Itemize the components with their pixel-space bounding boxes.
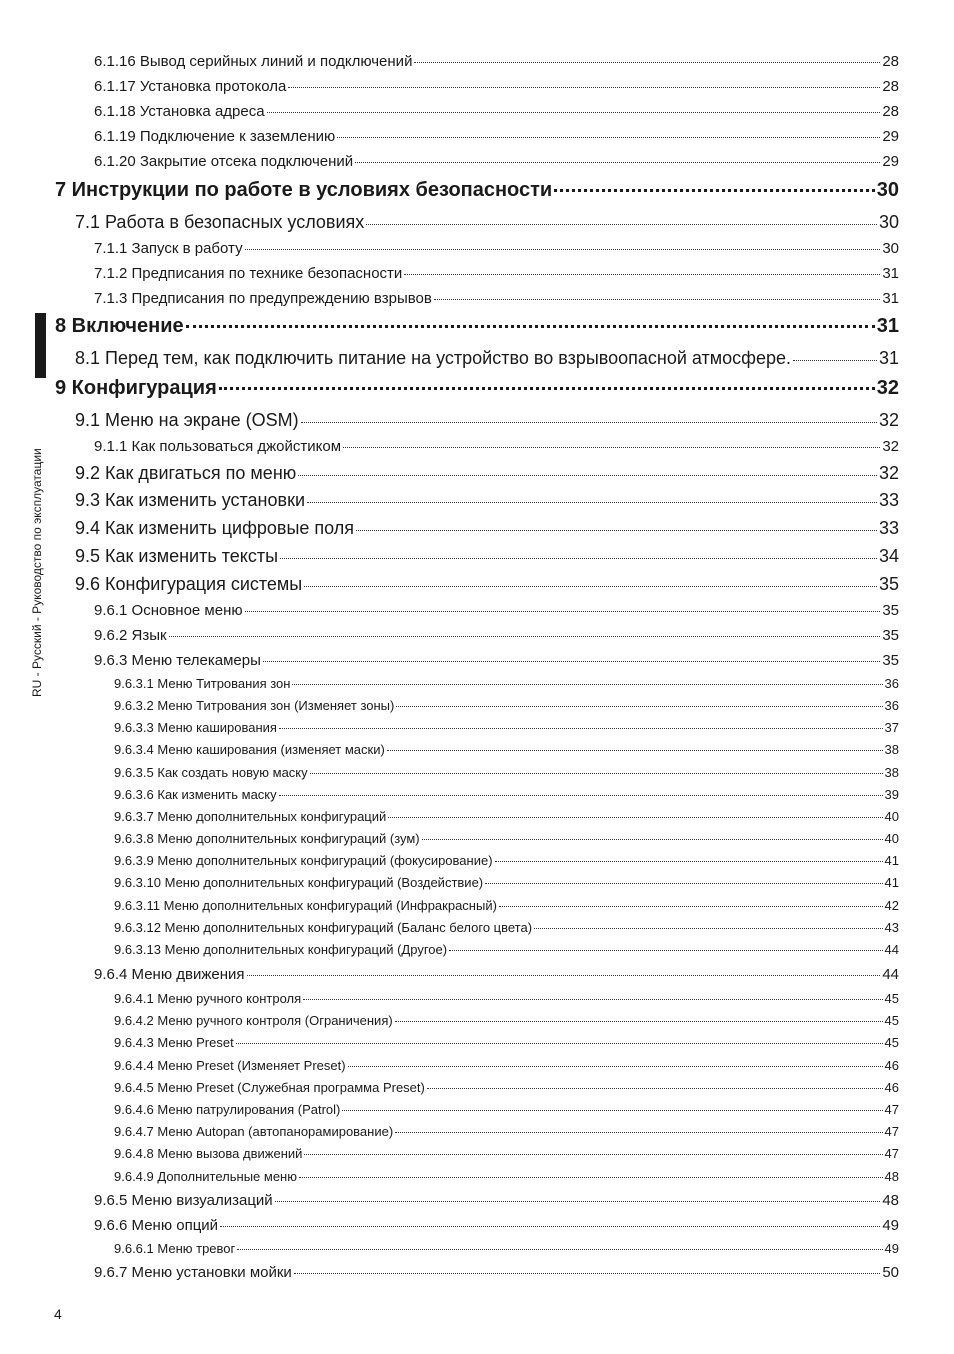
toc-entry-title: 9.6.3.1 Меню Титрования зон	[114, 676, 291, 691]
toc-entry[interactable]	[0, 1058, 899, 1073]
dot-leader	[310, 773, 883, 774]
toc-entry-title: 9.6.4.9 Дополнительные меню	[114, 1169, 297, 1184]
toc-entry-title: 9.6.4.3 Меню Preset	[114, 1035, 234, 1050]
dot-leader	[275, 1201, 881, 1202]
dot-leader	[298, 475, 877, 476]
toc-entry-title: 9.6.5 Меню визуализаций	[94, 1192, 273, 1209]
toc-entry-page: 49	[884, 1241, 899, 1256]
dot-leader	[280, 558, 877, 559]
toc-entry[interactable]	[0, 410, 899, 431]
side-label: RU - Русский - Руководство по эксплуатации	[30, 448, 44, 697]
toc-entry[interactable]	[0, 128, 899, 145]
toc-entry-title: 9.6 Конфигурация системы	[75, 574, 303, 594]
dot-leader	[279, 728, 883, 729]
toc-entry-title: 9.3 Как изменить установки	[75, 490, 306, 510]
dot-leader	[304, 1154, 882, 1155]
toc-entry-title: 9.6.6 Меню опций	[94, 1217, 219, 1234]
toc-entry[interactable]	[0, 942, 899, 957]
dot-leader	[495, 861, 883, 862]
toc-entry-title: 7 Инструкции по работе в условиях безопасности	[55, 179, 553, 201]
toc-entry-title: 9.6.4.4 Меню Preset (Изменяет Preset)	[114, 1058, 346, 1073]
toc-entry-page: 44	[884, 942, 899, 957]
toc-entry-title: 9.6.3.10 Меню дополнительных конфигураций (Воздействие)	[114, 875, 484, 890]
toc-entry[interactable]	[0, 627, 899, 644]
toc-entry-page: 42	[884, 898, 899, 913]
toc-entry[interactable]	[0, 898, 899, 913]
dot-leader	[387, 750, 883, 751]
dot-leader	[348, 1066, 883, 1067]
dot-leader	[169, 636, 881, 637]
toc-entry-title: 9.4 Как изменить цифровые поля	[75, 518, 355, 538]
toc-entry-page: 31	[882, 265, 899, 282]
toc-entry-title: 9.6.4.7 Меню Autopan (автопанорамирование)	[114, 1124, 394, 1139]
toc-entry-title: 9.6.4.2 Меню ручного контроля (Ограничения)	[114, 1013, 393, 1028]
toc-entry-title: 9.1.1 Как пользоваться джойстиком	[94, 438, 342, 455]
toc-entry-page: 47	[884, 1124, 899, 1139]
toc-entry-page: 45	[884, 1013, 899, 1028]
toc-entry-title: 6.1.19 Подключение к заземлению	[94, 128, 336, 145]
toc-entry-title: 9.6.3.7 Меню дополнительных конфигураций	[114, 809, 387, 824]
toc-entry[interactable]	[0, 53, 899, 70]
toc-entry-title: 9.6.6.1 Меню тревог	[114, 1241, 236, 1256]
toc-entry[interactable]	[0, 698, 899, 713]
toc-entry-title: 9.6.3.9 Меню дополнительных конфигураций (фокусирование)	[114, 853, 493, 868]
toc-entry-title: 8 Включение	[55, 315, 184, 337]
toc-entry-page: 50	[882, 1264, 899, 1281]
toc-entry-title: 7.1 Работа в безопасных условиях	[75, 212, 365, 232]
toc-entry[interactable]	[0, 1192, 899, 1209]
toc-entry[interactable]	[0, 809, 899, 824]
toc-entry[interactable]	[0, 315, 899, 338]
toc-entry-title: 9.5 Как изменить тексты	[75, 546, 279, 566]
toc-entry[interactable]	[0, 348, 899, 369]
toc-entry-page: 38	[884, 742, 899, 757]
toc-entry-page: 43	[884, 920, 899, 935]
toc-entry-page: 49	[882, 1217, 899, 1234]
toc-entry-page: 33	[878, 490, 899, 510]
toc-entry[interactable]	[0, 720, 899, 735]
dot-leader	[245, 249, 881, 250]
dot-leader	[499, 906, 883, 907]
toc-entry-page: 47	[884, 1146, 899, 1161]
toc-entry[interactable]	[0, 153, 899, 170]
dot-leader	[422, 839, 883, 840]
toc-entry[interactable]	[0, 1080, 899, 1095]
toc-entry-page: 48	[884, 1169, 899, 1184]
toc-entry[interactable]	[0, 377, 899, 400]
toc-entry[interactable]	[0, 240, 899, 257]
toc-entry-page: 30	[882, 240, 899, 257]
dot-leader	[237, 1249, 882, 1250]
toc-entry-title: 6.1.20 Закрытие отсека подключений	[94, 153, 354, 170]
dot-leader	[449, 950, 882, 951]
toc-entry-title: 9.6.2 Язык	[94, 627, 167, 644]
toc-entry[interactable]	[0, 265, 899, 282]
toc-entry-title: 9.6.3.2 Меню Титрования зон (Изменяет зоны)	[114, 698, 395, 713]
toc-entry[interactable]	[0, 676, 899, 691]
toc-entry[interactable]	[0, 742, 899, 757]
dot-leader	[299, 1177, 883, 1178]
dot-leader	[186, 325, 875, 328]
toc-entry-page: 48	[882, 1192, 899, 1209]
toc-entry[interactable]	[0, 787, 899, 802]
toc-entry[interactable]	[0, 831, 899, 846]
toc-entry-page: 40	[884, 831, 899, 846]
toc-entry-page: 34	[878, 546, 899, 566]
toc-entry-page: 44	[882, 966, 899, 983]
toc-entry-title: 7.1.2 Предписания по технике безопасности	[94, 265, 403, 282]
dot-leader	[219, 387, 875, 390]
page-number: 4	[54, 1306, 62, 1322]
toc-entry[interactable]	[0, 78, 899, 95]
toc-entry-page: 32	[882, 438, 899, 455]
dot-leader	[245, 611, 881, 612]
toc-entry[interactable]	[0, 1035, 899, 1050]
toc-entry-page: 45	[884, 1035, 899, 1050]
toc-entry[interactable]	[0, 490, 899, 511]
dot-leader	[356, 530, 877, 531]
toc-entry-title: 9.6.4 Меню движения	[94, 966, 245, 983]
toc-entry-page: 30	[876, 179, 899, 201]
toc-entry-title: 9.6.4.5 Меню Preset (Служебная программа Preset)	[114, 1080, 425, 1095]
toc-entry-page: 28	[882, 78, 899, 95]
dot-leader	[342, 1110, 882, 1111]
toc-entry-page: 32	[878, 410, 899, 430]
toc-entry-title: 7.1.1 Запуск в работу	[94, 240, 243, 257]
toc-entry-page: 40	[884, 809, 899, 824]
toc-entry[interactable]	[0, 602, 899, 619]
toc-entry-page: 31	[878, 348, 899, 368]
toc-entry[interactable]	[0, 438, 899, 455]
dot-leader	[292, 684, 882, 685]
toc-entry[interactable]	[0, 875, 899, 890]
toc-entry[interactable]	[0, 518, 899, 539]
toc-entry-title: 9.1 Меню на экране (OSM)	[75, 410, 299, 430]
toc-entry[interactable]	[0, 463, 899, 484]
dot-leader	[554, 189, 875, 192]
dot-leader	[396, 706, 882, 707]
toc-entry-page: 47	[884, 1102, 899, 1117]
toc-entry[interactable]	[0, 1146, 899, 1161]
toc-entry-page: 29	[882, 153, 899, 170]
toc-entry-page: 45	[884, 991, 899, 1006]
dot-leader	[395, 1132, 882, 1133]
dot-leader	[307, 502, 877, 503]
toc-entry-page: 37	[884, 720, 899, 735]
toc-entry-page: 39	[884, 787, 899, 802]
toc-entry-page: 28	[882, 53, 899, 70]
toc-entry-title: 9.6.3.11 Меню дополнительных конфигураций (Инфракрасный)	[114, 898, 497, 913]
toc-entry-title: 9.2 Как двигаться по меню	[75, 463, 297, 483]
toc-entry-title: 9.6.3 Меню телекамеры	[94, 652, 261, 669]
toc-entry-page: 35	[878, 574, 899, 594]
toc-entry-page: 36	[884, 698, 899, 713]
toc-entry-title: 9.6.3.3 Меню каширования	[114, 720, 277, 735]
toc-entry-title: 9.6.7 Меню установки мойки	[94, 1264, 292, 1281]
dot-leader	[304, 586, 877, 587]
dot-leader	[279, 795, 883, 796]
toc-entry-page: 46	[884, 1058, 899, 1073]
toc-entry[interactable]	[0, 290, 899, 307]
toc-entry[interactable]	[0, 1102, 899, 1117]
toc-entry-page: 28	[882, 103, 899, 120]
toc-entry-page: 33	[878, 518, 899, 538]
dot-leader	[366, 224, 877, 225]
toc-entry[interactable]	[0, 546, 899, 567]
toc-entry-page: 32	[878, 463, 899, 483]
toc-entry-page: 41	[884, 853, 899, 868]
dot-leader	[427, 1088, 883, 1089]
toc-entry-title: 9.6.4.1 Меню ручного контроля	[114, 991, 302, 1006]
toc-entry[interactable]	[0, 853, 899, 868]
dot-leader	[267, 112, 881, 113]
toc-entry[interactable]	[0, 966, 899, 983]
toc-entry-page: 35	[882, 602, 899, 619]
toc-entry-page: 31	[882, 290, 899, 307]
toc-entry-title: 9.6.3.6 Как изменить маску	[114, 787, 277, 802]
toc-entry-page: 35	[882, 627, 899, 644]
toc-entry[interactable]	[0, 1264, 899, 1281]
toc-entry[interactable]	[0, 103, 899, 120]
dot-leader	[301, 422, 877, 423]
toc-entry[interactable]	[0, 212, 899, 233]
toc-entry-title: 9.6.4.8 Меню вызова движений	[114, 1146, 303, 1161]
toc-entry-page: 32	[876, 377, 899, 399]
dot-leader	[414, 62, 880, 63]
toc-entry-page: 30	[878, 212, 899, 232]
toc-entry-title: 7.1.3 Предписания по предупреждению взрывов	[94, 290, 432, 307]
toc-entry-title: 6.1.18 Установка адреса	[94, 103, 265, 120]
dot-leader	[434, 299, 880, 300]
toc-entry-title: 9.6.3.8 Меню дополнительных конфигураций (зум)	[114, 831, 420, 846]
dot-leader	[355, 162, 880, 163]
dot-leader	[404, 274, 880, 275]
toc-entry-page: 46	[884, 1080, 899, 1095]
toc-entry-page: 35	[882, 652, 899, 669]
toc-entry[interactable]	[0, 1217, 899, 1234]
toc-entry-title: 9.6.4.6 Меню патрулирования (Patrol)	[114, 1102, 341, 1117]
dot-leader	[388, 817, 882, 818]
toc-entry-page: 29	[882, 128, 899, 145]
dot-leader	[263, 661, 880, 662]
toc-entry-title: 9.6.3.12 Меню дополнительных конфигураций (Баланс белого цвета)	[114, 920, 533, 935]
toc-entry-page: 41	[884, 875, 899, 890]
dot-leader	[395, 1021, 883, 1022]
toc-entry[interactable]	[0, 765, 899, 780]
toc-entry[interactable]	[0, 991, 899, 1006]
dot-leader	[236, 1043, 883, 1044]
dot-leader	[303, 999, 882, 1000]
dot-leader	[534, 928, 883, 929]
dot-leader	[485, 883, 882, 884]
toc-entry-page: 31	[876, 315, 899, 337]
toc-entry-title: 6.1.16 Вывод серийных линий и подключений	[94, 53, 413, 70]
toc-entry[interactable]	[0, 1124, 899, 1139]
toc-entry-title: 9.6.3.5 Как создать новую маску	[114, 765, 308, 780]
dot-leader	[343, 447, 880, 448]
toc-entry[interactable]	[0, 652, 899, 669]
dot-leader	[247, 975, 881, 976]
toc-entry-title: 9 Конфигурация	[55, 377, 217, 399]
toc-entry[interactable]	[0, 179, 899, 202]
dot-leader	[793, 360, 877, 361]
toc-entry-title: 9.6.3.4 Меню каширования (изменяет маски)	[114, 742, 385, 757]
dot-leader	[220, 1226, 880, 1227]
toc-entry-page: 36	[884, 676, 899, 691]
toc-entry[interactable]	[0, 1013, 899, 1028]
toc-entry-title: 6.1.17 Установка протокола	[94, 78, 287, 95]
dot-leader	[288, 87, 880, 88]
toc-entry[interactable]	[0, 1241, 899, 1256]
toc-entry-title: 8.1 Перед тем, как подключить питание на устройство во взрывоопасной атмосфере.	[75, 348, 792, 368]
toc-entry[interactable]	[0, 574, 899, 595]
toc-entry-page: 38	[884, 765, 899, 780]
dot-leader	[337, 137, 880, 138]
toc-entry[interactable]	[0, 1169, 899, 1184]
dot-leader	[294, 1273, 881, 1274]
toc-entry-title: 9.6.1 Основное меню	[94, 602, 243, 619]
toc-entry[interactable]	[0, 920, 899, 935]
toc-entry-title: 9.6.3.13 Меню дополнительных конфигураций (Другое)	[114, 942, 448, 957]
